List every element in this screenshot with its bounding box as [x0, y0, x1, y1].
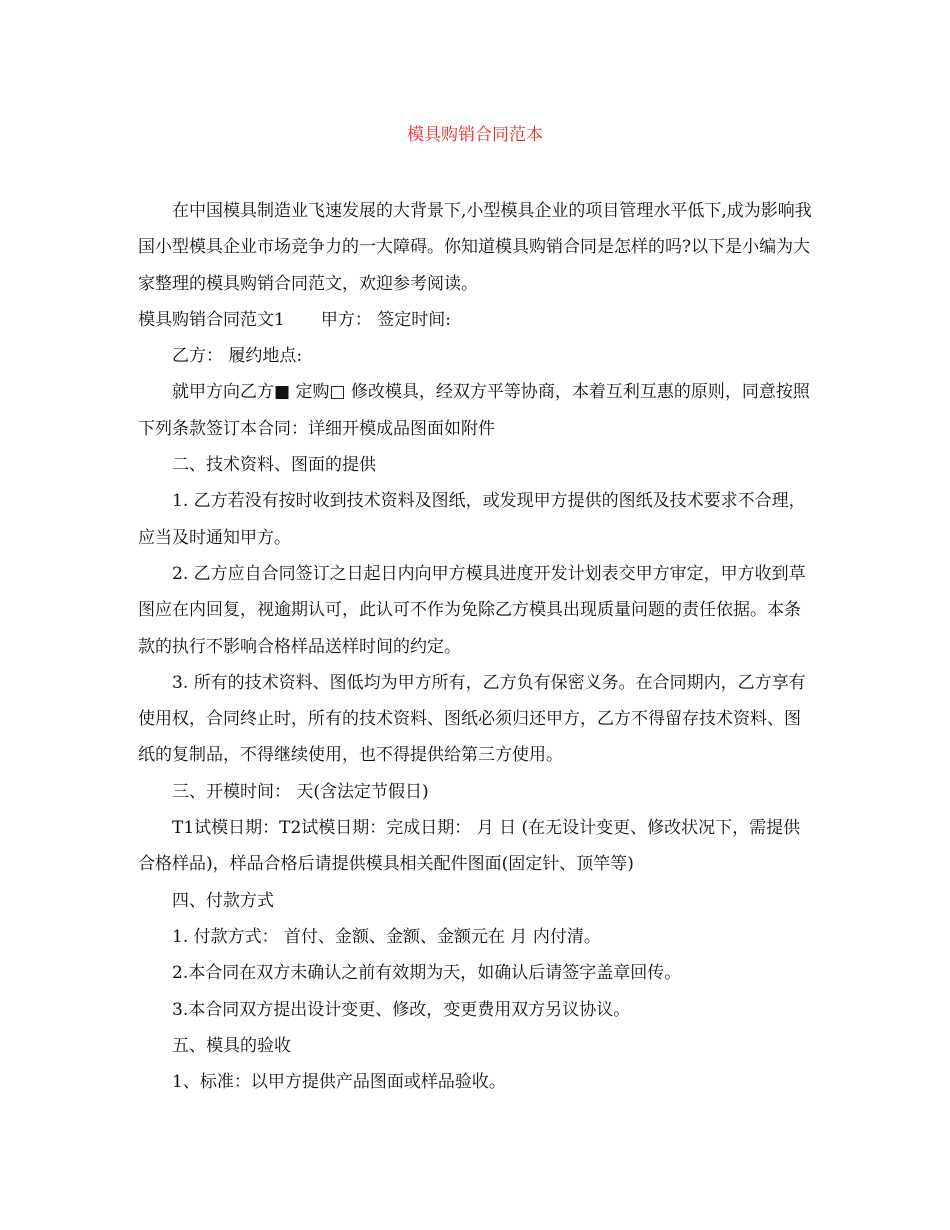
sample-heading: 模具购销合同范文1	[138, 309, 285, 330]
purpose-paragraph: 就甲方向乙方■ 定购□ 修改模具，经双方平等协商，本着互利互惠的原则，同意按照下列条款签订本合同：详细开模成品图面如附件	[138, 382, 810, 439]
section-5-title: 五、模具的验收	[172, 1035, 291, 1056]
section-4-item-2: 2.本合同在双方未确认之前有效期为天，如确认后请签字盖章回传。	[172, 963, 682, 984]
party-a-line: 甲方： 签定时间:	[320, 309, 451, 330]
party-b-line: 乙方： 履约地点:	[172, 346, 303, 367]
section-4-item-3: 3.本合同双方提出设计变更、修改，变更费用双方另议协议。	[172, 999, 631, 1020]
section-2-item-1: 1. 乙方若没有按时收到技术资料及图纸，或发现甲方提供的图纸及技术要求不合理，应当及时通知甲方。	[138, 491, 806, 548]
document-body	[138, 193, 812, 1100]
section-2-title: 二、技术资料、图面的提供	[172, 455, 376, 476]
intro-paragraph: 在中国模具制造业飞速发展的大背景下,小型模具企业的项目管理水平低下,成为影响我国小型模具企业市场竞争力的一大障碍。你知道模具购销合同是怎样的吗?以下是小编为大家整理的模具购销合同范文，欢迎参考阅读。	[138, 201, 812, 294]
section-3-title: 三、开模时间： 天(含法定节假日)	[172, 781, 429, 802]
section-3-text: T1试模日期：T2试模日期：完成日期： 月 日 (在无设计变更、修改状况下，需提供合格样品)，样品合格后请提供模具相关配件图面(固定针、顶竿等)	[138, 818, 801, 875]
section-5-item-1: 1、标准：以甲方提供产品图面或样品验收。	[172, 1072, 506, 1093]
section-4-title: 四、付款方式	[172, 890, 274, 911]
section-4-item-1: 1. 付款方式： 首付、金额、金额、金额元在 月 内付清。	[172, 926, 601, 947]
section-2-item-3: 3. 所有的技术资料、图低均为甲方所有，乙方负有保密义务。在合同期内，乙方享有使用权，合同终止时，所有的技术资料、图纸必须归还甲方，乙方不得留存技术资料、图纸的复制品，不得继续使用，也不得提供给第三方使用。	[138, 672, 806, 766]
document-title: 模具购销合同范本	[407, 125, 543, 145]
section-2-item-2: 2. 乙方应自合同签订之日起日内向甲方模具进度开发计划表交甲方审定，甲方收到草图应在内回复，视逾期认可，此认可不作为免除乙方模具出现质量问题的责任依据。本条款的执行不影响合格样品送样时间的约定。	[138, 563, 806, 657]
sample-heading-line	[138, 302, 812, 338]
